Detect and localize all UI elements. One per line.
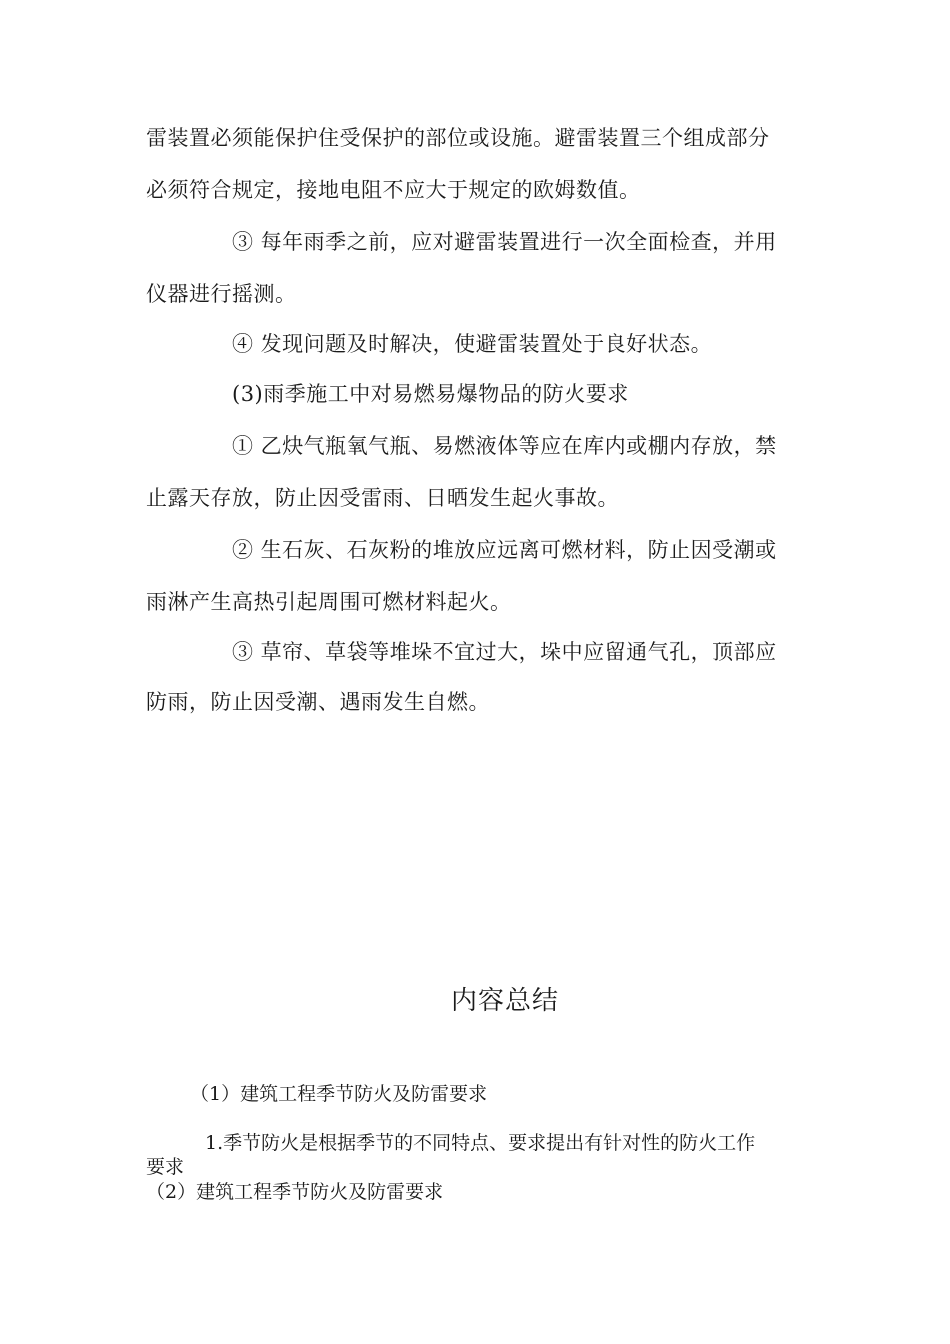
body-line-4: 仪器进行摇测。 — [146, 282, 297, 306]
summary-title: 内容总结 — [450, 986, 559, 1016]
body-line-11: ③ 草帘、草袋等堆垛不宜过大，垛中应留通气孔，顶部应 — [232, 640, 777, 664]
body-line-7: ① 乙炔气瓶氧气瓶、易燃液体等应在库内或棚内存放，禁 — [232, 434, 777, 458]
body-line-9: ② 生石灰、石灰粉的堆放应远离可燃材料，防止因受潮或 — [232, 538, 777, 562]
body-line-2: 必须符合规定，接地电阻不应大于规定的欧姆数值。 — [146, 178, 641, 202]
summary-item-2-line-1: 1.季节防火是根据季节的不同特点、要求提出有针对性的防火工作 — [205, 1132, 756, 1154]
summary-item-2-line-2: 要求 — [146, 1156, 185, 1178]
body-line-5: ④ 发现问题及时解决，使避雷装置处于良好状态。 — [232, 332, 713, 356]
body-line-3: ③ 每年雨季之前，应对避雷装置进行一次全面检查，并用 — [232, 230, 777, 254]
body-line-12: 防雨，防止因受潮、遇雨发生自燃。 — [146, 690, 490, 714]
body-line-10: 雨淋产生高热引起周围可燃材料起火。 — [146, 590, 512, 614]
body-line-1: 雷装置必须能保护住受保护的部位或设施。避雷装置三个组成部分 — [146, 126, 770, 150]
summary-item-1: （1）建筑工程季节防火及防雷要求 — [190, 1083, 488, 1105]
summary-item-3: （2）建筑工程季节防火及防雷要求 — [146, 1181, 444, 1203]
body-line-6: (3)雨季施工中对易燃易爆物品的防火要求 — [232, 382, 629, 406]
body-line-8: 止露天存放，防止因受雷雨、日晒发生起火事故。 — [146, 486, 619, 510]
